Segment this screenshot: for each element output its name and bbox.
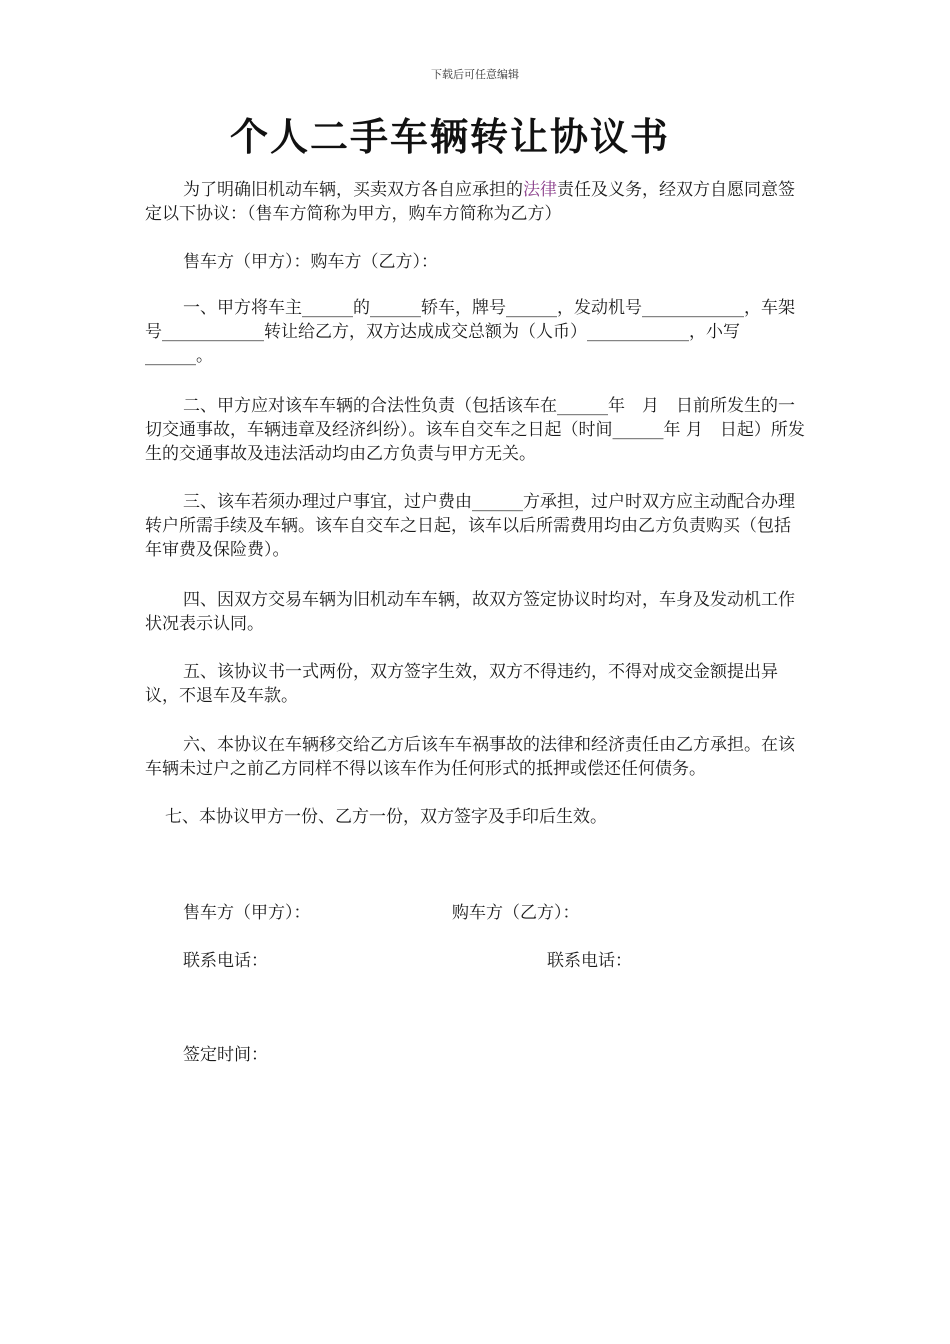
buyer-phone-label: 联系电话： [547, 951, 632, 971]
clause-6: 六、本协议在车辆移交给乙方后该车车祸事故的法律和经济责任由乙方承担。在该车辆未过户之前乙方同样不得以该车作为任何形式的抵押或偿还任何债务。 [145, 735, 795, 779]
clause-5: 五、该协议书一式两份，双方签字生效，双方不得违约，不得对成交金额提出异议，不退车及车款。 [145, 662, 778, 706]
parties-line: 售车方（甲方）：购车方（乙方）： [183, 252, 438, 272]
header-note: 下载后可任意编辑 [431, 68, 519, 81]
seller-signature-label: 售车方（甲方）： [183, 903, 311, 923]
seller-phone-label: 联系电话： [183, 951, 268, 971]
intro-text-after: 责任及义务，经双方自愿同意签定以下协议：（售车方简称为甲方，购车方简称为乙方） [145, 180, 795, 224]
clause-4: 四、因双方交易车辆为旧机动车车辆，故双方签定协议时均对，车身及发动机工作状况表示认同。 [145, 590, 795, 634]
document-title: 个人二手车辆转让协议书 [229, 114, 670, 159]
law-link[interactable]: 法律 [523, 180, 557, 200]
intro-text-before: 为了明确旧机动车辆，买卖双方各自应承担的 [183, 180, 523, 200]
buyer-signature-label: 购车方（乙方）： [452, 903, 580, 923]
clause-2: 二、甲方应对该车车辆的合法性负责（包括该车在______年 月 日前所发生的一切交通事故，车辆违章及经济纠纷）。该车自交车之日起（时间______年 月 日起）所发生的交通事故及违法活动均由乙方负责与甲方无关。 [145, 396, 805, 464]
clause-1: 一、甲方将车主______的______轿车，牌号______，发动机号____________，车架号____________转让给乙方，双方达成成交总额为（人币）____________，小写______。 [145, 298, 795, 366]
clause-7: 七、本协议甲方一份、乙方一份，双方签字及手印后生效。 [165, 807, 607, 827]
sign-date-label: 签定时间： [183, 1045, 268, 1065]
clause-3: 三、该车若须办理过户事宜，过户费由______方承担，过户时双方应主动配合办理转户所需手续及车辆。该车自交车之日起，该车以后所需费用均由乙方负责购买（包括年审费及保险费）。 [145, 492, 795, 560]
intro-paragraph [145, 178, 805, 226]
